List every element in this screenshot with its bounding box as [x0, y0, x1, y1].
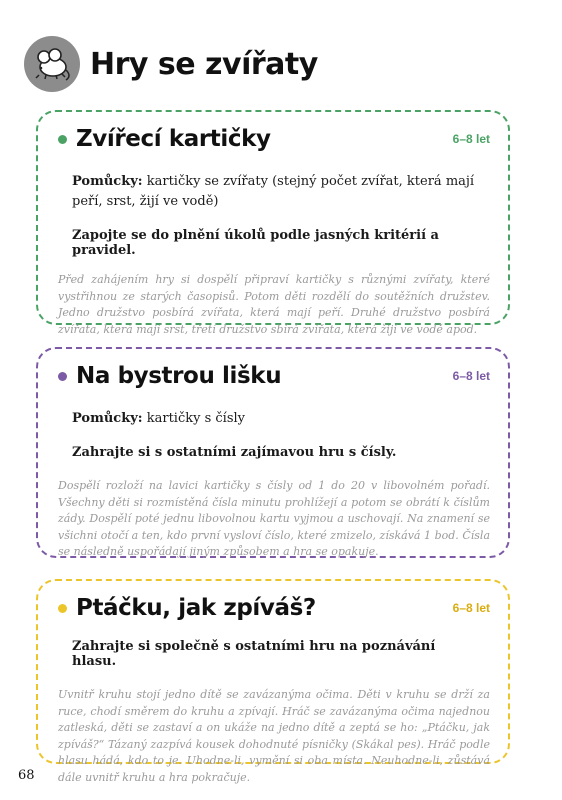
activity-description: Před zahájením hry si dospělí připraví kartičky s různými zvířaty, které vystřihnou ze starých časopisů. Potom děti rozdělí do soutěžních družstev. Jedno družstvo posbírá zvířata, která mají peří. Druhé družstvo posbírá zvířata, která mají srst, třetí družstvo sbírá zvířata, která žijí ve vodě apod.: [58, 273, 490, 336]
activity-title: Zvířecí kartičky: [76, 126, 271, 152]
bullet-dot: [58, 372, 67, 381]
activity-description: Dospělí rozloží na lavici kartičky s čísly od 1 do 20 v libovolném pořadí. Všechny děti si rozmístěná čísla minutu prohlížejí a potom se obrátí k číslům zády. Dospělí poté jednu libovolnou kartu vyjmou a uschovají. Na znamení se všichni otočí a ten, kdo první vysloví číslo, které zmizelo, získává 1 bod. Čísla se následně uspořádají jiným způsobem a hra se opakuje.: [58, 479, 490, 558]
activity-description: Uvnitř kruhu stojí jedno dítě se zavázanýma očima. Děti v kruhu se drží za ruce, chodí směrem do kruhu a zpívají. Hráč se zavázanýma očima najednou zatleská, děti se zastaví a on ukáže na jedno dítě a zeptá se ho: „Ptáčku, jak zpíváš?“ Tázaný zazpívá kousek dohodnuté písničky (Skákal pes). Hráč podle hlasu hádá, kdo to je. Uhodne-li, vymění si oba místa. Neuhodne-li, zůstává dále uvnitř kruhu a hra pokračuje.: [58, 688, 490, 784]
bullet-dot: [58, 135, 67, 144]
activity-card-bird-song: [36, 579, 510, 784]
activity-goal: Zahrajte si s ostatními zajímavou hru s čísly.: [72, 445, 397, 460]
activity-header: [58, 363, 490, 389]
tools-text: [72, 172, 480, 212]
age-badge: 6–8 let: [452, 132, 490, 146]
tools-value: kartičky se zvířaty (stejný počet zvířat, která mají peří, srst, žijí ve vodě): [72, 174, 475, 209]
tools-label: Pomůcky:: [72, 174, 143, 189]
activity-title: Na bystrou lišku: [76, 363, 282, 389]
activity-title: Ptáčku, jak zpíváš?: [76, 595, 316, 621]
activity-goal: Zapojte se do plnění úkolů podle jasných kritérií a pravidel.: [72, 228, 439, 258]
activity-goal: Zahrajte si společně s ostatními hru na poznávání hlasu.: [72, 639, 436, 669]
tools-value: kartičky s čísly: [142, 411, 246, 426]
activity-header: [58, 126, 490, 152]
mouse-icon: [24, 36, 80, 92]
activity-card-clever-fox: [36, 347, 510, 558]
page-header: [24, 36, 318, 92]
age-badge: 6–8 let: [452, 601, 490, 615]
page-title: Hry se zvířaty: [90, 46, 318, 82]
tools-text: [72, 409, 480, 429]
bullet-dot: [58, 604, 67, 613]
activity-card-animal-cards: [36, 110, 510, 336]
activity-header: [58, 595, 490, 621]
page-number: 68: [18, 768, 35, 783]
age-badge: 6–8 let: [452, 369, 490, 383]
tools-label: Pomůcky:: [72, 411, 143, 426]
